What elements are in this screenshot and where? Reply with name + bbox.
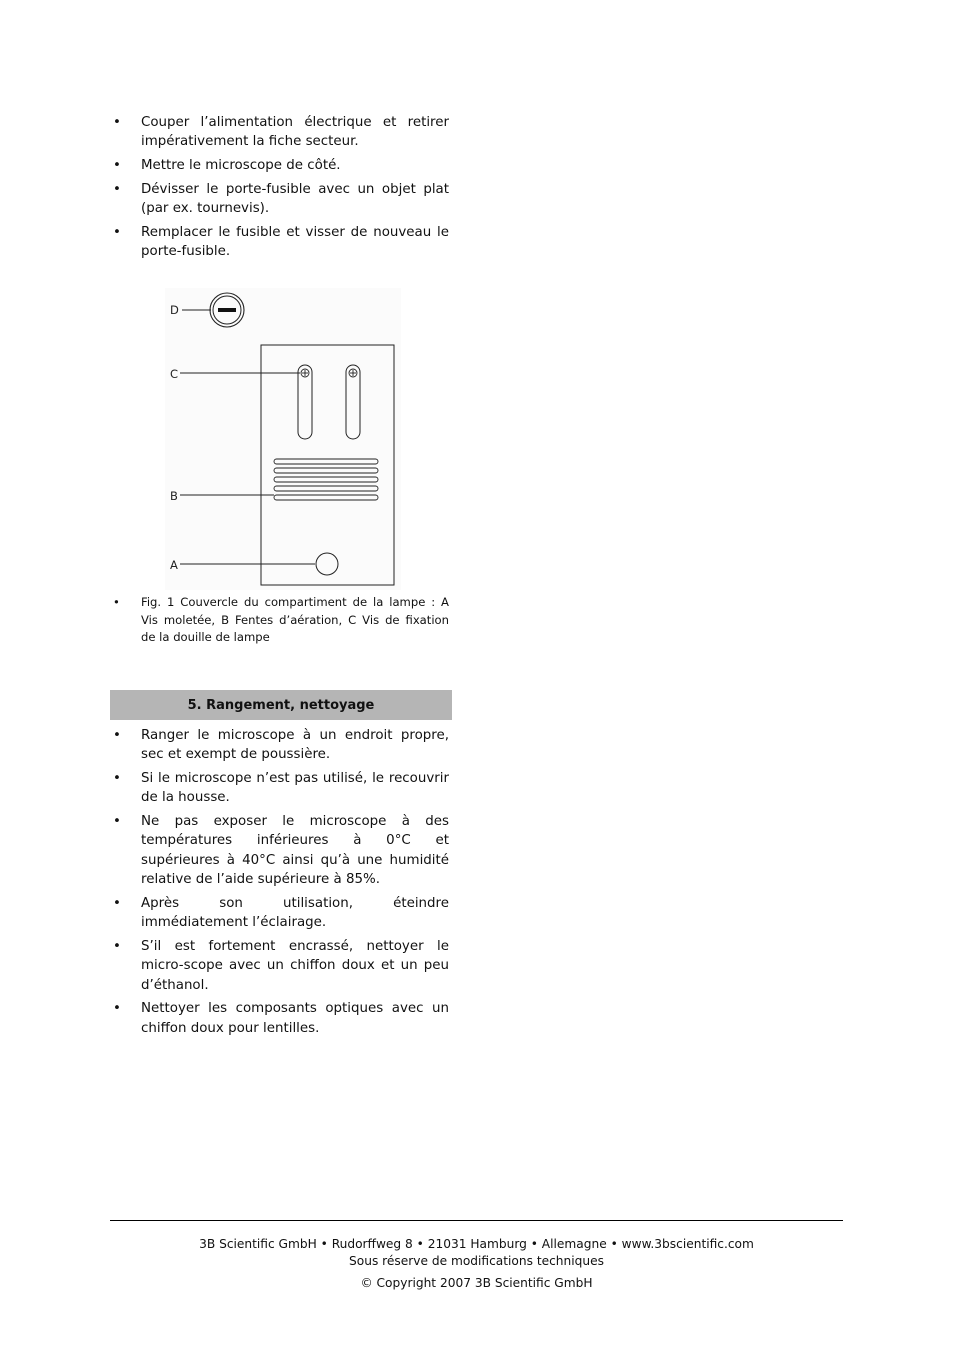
screw-icon: [301, 369, 309, 377]
list-item: • Si le microscope n’est pas utilisé, le recouvrir de la housse.: [110, 769, 452, 808]
list-item: • Couper l’alimentation électrique et retirer impérativement la fiche secteur.: [110, 113, 452, 152]
figure-label-b: B: [170, 489, 178, 503]
list-item: • Dévisser le porte-fusible avec un objet plat (par ex. tournevis).: [110, 180, 452, 219]
storage-cleaning-list: [110, 726, 452, 1042]
figure-caption: [110, 594, 452, 651]
figure-label-a: A: [170, 558, 178, 572]
list-item: • Mettre le microscope de côté.: [110, 156, 452, 175]
list-item: • Après son utilisation, éteindre immédiatement l’éclairage.: [110, 894, 452, 933]
section-heading: [110, 690, 452, 720]
footer-notice: Sous réserve de modifications techniques: [349, 1254, 604, 1268]
lamp-cover-figure: [165, 288, 401, 590]
list-item: • Ranger le microscope à un endroit propre, sec et exempt de poussière.: [110, 726, 452, 765]
list-item: • S’il est fortement encrassé, nettoyer le micro-scope avec un chiffon doux et un peu d’éthanol.: [110, 937, 452, 995]
figure-label-d: D: [170, 303, 179, 317]
footer-copyright: © Copyright 2007 3B Scientific GmbH: [360, 1276, 593, 1290]
instructions-list: [110, 113, 452, 266]
list-item: • Remplacer le fusible et visser de nouveau le porte-fusible.: [110, 223, 452, 262]
list-item: • Ne pas exposer le microscope à des températures inférieures à 0°C et supérieures à 40°C ainsi qu’à une humidité relative de l’aide supérieure à 85%.: [110, 812, 452, 889]
caption-text: • Fig. 1 Couvercle du compartiment de la lampe : A Vis moletée, B Fentes d’aération, C Vis de fixation de la douille de lampe: [110, 594, 452, 647]
figure-label-c: C: [170, 367, 179, 381]
footer-address: 3B Scientific GmbH • Rudorffweg 8 • 21031 Hamburg • Allemagne • www.3bscientific.com: [199, 1237, 754, 1251]
screw-icon: [349, 369, 357, 377]
section-title: 5. Rangement, nettoyage: [187, 697, 375, 713]
list-item: • Nettoyer les composants optiques avec un chiffon doux pour lentilles.: [110, 999, 452, 1038]
footer-divider: [110, 1220, 843, 1221]
